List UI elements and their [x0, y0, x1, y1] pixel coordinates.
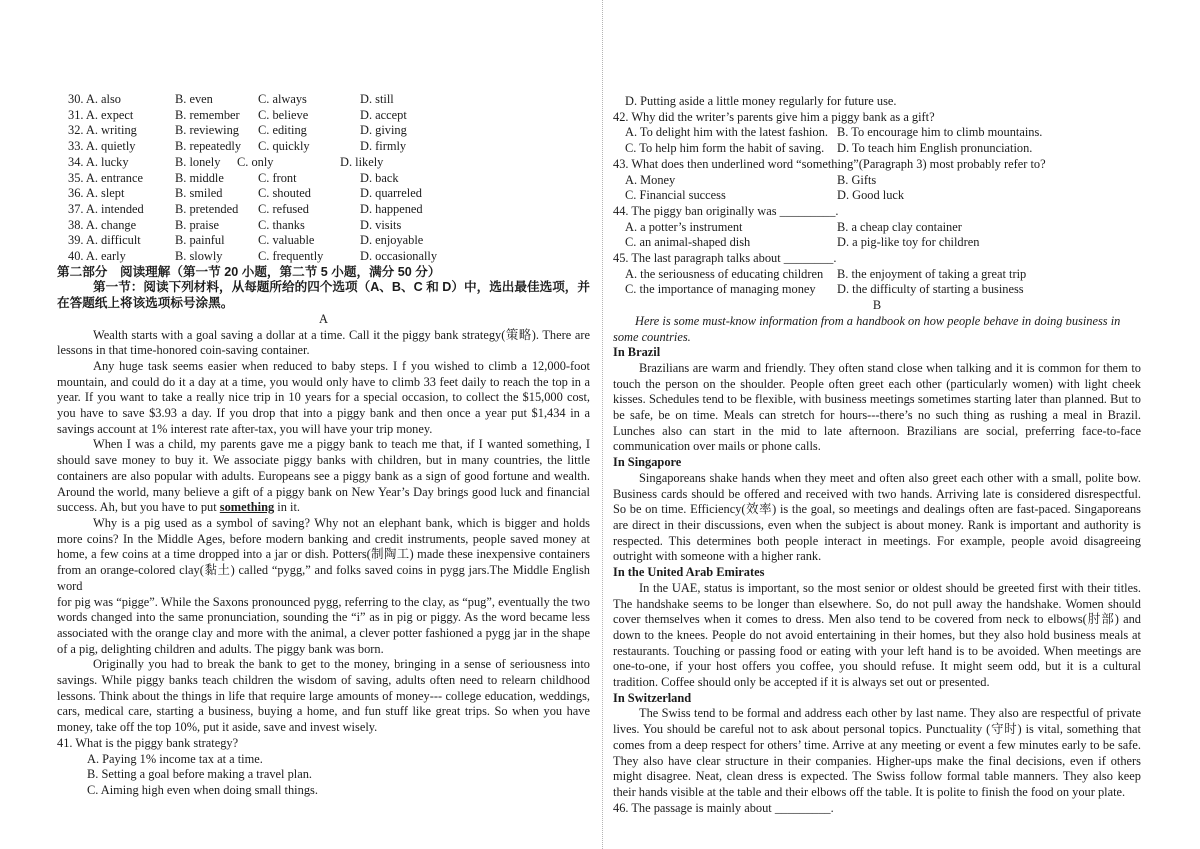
passage-b-intro: Here is some must-know information from a handbook on how people behave in doing business in some countries. [613, 313, 1121, 344]
passage-a-paragraph-2: Any huge task seems easier when reduced to baby steps. I f you wished to climb a 12,000-foot mountain, and could do it a day at a time, you would only have to climb 33 feet daily to reach the top in a year. If you want to take a really nice trip in 10 years for a special occasion, to collect the $15,000 cost, you have to save $3.93 a day. If you drop that into a piggy bank and then once a year put $1,434 in a savings account at 1% interest rate after-tax, you will have your trip money. [57, 358, 590, 436]
cloze-option: D. quarreled [360, 186, 422, 201]
question-45-option-b: B. the enjoyment of taking a great trip [837, 266, 1027, 281]
cloze-option: C. refused [258, 201, 309, 216]
cloze-option: B. remember [175, 107, 240, 122]
left-column [57, 92, 590, 799]
cloze-option: B. smiled [175, 186, 223, 201]
question-45-option-c: C. the importance of managing money [625, 282, 816, 297]
cloze-option: D. accept [360, 107, 407, 122]
question-44-option-c: C. an animal-shaped dish [625, 235, 751, 250]
cloze-option: D. happened [360, 201, 423, 216]
cloze-option: D. visits [360, 217, 402, 232]
question-45-option-d: D. the difficulty of starting a business [837, 282, 1024, 297]
question-44-options-row-1 [613, 220, 1141, 236]
question-43-options-row-1 [613, 173, 1141, 189]
cloze-option: D. still [360, 92, 394, 106]
cloze-option: C. front [258, 170, 297, 185]
passage-b-paragraph-switzerland: The Swiss tend to be formal and address each other by last name. They also are respectful of private lives. You should be careful not to ask about personal topics. Punctuality (守时) is vital, something that comes from a deep respect for others’ time. Arrive at any meeting or event a few minutes early to be safe. They also have clear structure in their companies. Higher-ups make the final decisions, even if others might disagree. Neat, clean dress is expected. The Swiss follow formal table manners. They also keep their hands visible at the table and their elbows off the table. It is polite to finish the food on your plate. [613, 706, 1141, 799]
question-44-options-row-2 [613, 235, 1141, 251]
part2-section-header: 第二部分 阅读理解（第一节 20 小题，第二节 5 小题，满分 50 分） [57, 264, 441, 279]
underlined-word-something: something [219, 500, 275, 515]
cloze-option: C. shouted [258, 186, 312, 201]
cloze-row-33 [57, 139, 590, 155]
cloze-option: D. back [360, 170, 399, 185]
cloze-option: 36. A. slept [68, 186, 125, 201]
question-42-option-a: A. To delight him with the latest fashion. [625, 125, 828, 140]
cloze-option: C. quickly [258, 139, 310, 154]
cloze-option: B. slowly [175, 249, 223, 264]
cloze-option: D. firmly [360, 139, 407, 154]
paragraph-text: When I was a child, my parents gave me a piggy bank to teach me that, if I wanted something, I should save money to buy it. We associate piggy banks with children, but in many countries, the little containers are also popular with adults. Europeans see a piggy bank as a sign of good fortune and wealth. Around the world, many believe a gift of a piggy bank on New Year’s Day brings good luck and financial success. Ah, but you have to put [57, 437, 590, 515]
cloze-option: D. likely [340, 154, 384, 169]
cloze-option: B. lonely [175, 154, 221, 169]
cloze-option: C. editing [258, 123, 307, 138]
question-43-option-a: A. Money [625, 172, 676, 187]
cloze-row-37 [57, 202, 590, 218]
paragraph-text: in it. [274, 500, 300, 515]
question-41-option-c: C. Aiming high even when doing small things. [87, 782, 318, 797]
cloze-row-38 [57, 218, 590, 234]
cloze-option: 32. A. writing [68, 123, 137, 138]
question-41-option-a: A. Paying 1% income tax at a time. [87, 751, 263, 766]
passage-a-paragraph-4-continued: for pig was “pigge”. While the Saxons pronounced pygg, referring to the clay, as “pug”, eventually the two words changed into the same pronunciation, sounding the “i” as in pig or piggy. As the word became less associated with the orange clay and more with the animal, a clever potter fashioned a pygg jar in the shape of a pig, delighting children and adults. The piggy bank was born. [57, 594, 590, 656]
passage-b-paragraph-brazil: Brazilians are warm and friendly. They often stand close when talking and it is common for them to touch the person on the shoulder. People often greet each other (particularly women) with light cheek kisses. Schedules tend to be flexible, with business meetings sometimes starting later than planned. But to be safe, be on time. Meals can stretch for hours---there’s no such thing as rushing a meal in Brazil. Lunches also can start in the mid to late afternoon. Brazilians are social, preferring face-to-face communication over mails or phone calls. [613, 360, 1141, 454]
cloze-option: D. giving [360, 123, 407, 138]
question-44-option-b: B. a cheap clay container [837, 219, 962, 234]
cloze-option: 37. A. intended [68, 201, 144, 216]
cloze-option: B. painful [175, 233, 225, 248]
question-42-stem: 42. Why did the writer’s parents give him a piggy bank as a gift? [613, 109, 935, 124]
passage-b-heading-brazil: In Brazil [613, 345, 661, 360]
cloze-option: C. valuable [258, 233, 315, 248]
question-42-option-d: D. To teach him English pronunciation. [837, 141, 1033, 156]
cloze-row-36 [57, 186, 590, 202]
question-45-options-row-2 [613, 282, 1141, 298]
cloze-row-31 [57, 108, 590, 124]
question-42-option-b: B. To encourage him to climb mountains. [837, 125, 1043, 140]
cloze-option: B. repeatedly [175, 139, 242, 154]
cloze-row-39 [57, 233, 590, 249]
cloze-option: C. always [258, 92, 307, 106]
cloze-option: C. thanks [258, 217, 305, 232]
question-43-option-b: B. Gifts [837, 172, 877, 187]
cloze-option: 33. A. quietly [68, 139, 136, 154]
cloze-option: C. believe [258, 107, 309, 122]
question-42-option-c: C. To help him form the habit of saving. [625, 141, 825, 156]
center-fold-dotted-line [602, 0, 603, 849]
question-41-option-b: B. Setting a goal before making a travel plan. [87, 767, 313, 782]
question-42-options-row-1 [613, 125, 1141, 141]
cloze-option: D. occasionally [360, 249, 438, 264]
section1-instructions: 第一节：阅读下列材料，从每题所给的四个选项（A、B、C 和 D）中，选出最佳选项，并在答题纸上将该选项标号涂黑。 [57, 280, 590, 311]
cloze-row-40 [57, 249, 590, 265]
cloze-option: B. even [175, 92, 213, 106]
cloze-option: 39. A. difficult [68, 233, 141, 248]
question-45-options-row-1 [613, 267, 1141, 283]
cloze-option: B. praise [175, 217, 220, 232]
cloze-option: 38. A. change [68, 217, 137, 232]
question-46-stem: 46. The passage is mainly about _________. [613, 800, 834, 815]
passage-a-paragraph-1: Wealth starts with a goal saving a dollar at a time. Call it the piggy bank strategy(策略). There are lessons in that time-honored coin-saving container. [57, 327, 590, 358]
cloze-row-34 [57, 155, 590, 171]
passage-a-paragraph-3 [57, 437, 590, 516]
right-column [613, 94, 1141, 816]
cloze-option: 34. A. lucky [68, 154, 129, 169]
passage-a-label: A [319, 311, 328, 326]
cloze-row-30 [57, 92, 590, 108]
cloze-row-32 [57, 123, 590, 139]
passage-b-heading-uae: In the United Arab Emirates [613, 565, 765, 580]
cloze-option: C. only [237, 154, 274, 169]
question-41-stem: 41. What is the piggy bank strategy? [57, 735, 239, 750]
question-43-option-d: D. Good luck [837, 188, 905, 203]
question-41-option-d: D. Putting aside a little money regularly for future use. [625, 94, 897, 108]
cloze-option: D. enjoyable [360, 233, 424, 248]
passage-b-label: B [872, 298, 882, 313]
cloze-option: 40. A. early [68, 249, 126, 264]
passage-b-heading-switzerland: In Switzerland [613, 690, 692, 705]
question-43-option-c: C. Financial success [625, 188, 726, 203]
passage-b-paragraph-singapore: Singaporeans shake hands when they meet and often also greet each other with a small, polite bow. Business cards should be offered and received with two hands. Arriving late is considered disrespectful. So be on time. Efficiency(效率) is the goal, so meetings and dealings often are fast-paced. Singaporeans are direct in their discussions, even when the subject is about money. Rank is important and authority is respected. This determines both people interact in meetings. For example, people avoid disagreeing outright with someone with a higher rank. [613, 470, 1141, 564]
cloze-row-35 [57, 171, 590, 187]
question-42-options-row-2 [613, 141, 1141, 157]
question-43-options-row-2 [613, 188, 1141, 204]
question-44-stem: 44. The piggy ban originally was _________. [613, 203, 839, 218]
passage-a-paragraph-4: Why is a pig used as a symbol of saving? Why not an elephant bank, which is bigger and holds more coins? In the Middle Ages, before modern banking and credit instruments, people saved money at home, a few coins at a time dropped into a jar or dish. Potters(制陶工) made these inexpensive containers from an orange-colored clay(黏土) called “pygg,” and folks saved coins in pygg jars.The Middle English word [57, 515, 590, 593]
question-45-option-a: A. the seriousness of educating children [625, 266, 824, 281]
cloze-option: C. frequently [258, 249, 324, 264]
cloze-option: 35. A. entrance [68, 170, 144, 185]
question-44-option-a: A. a potter’s instrument [625, 219, 743, 234]
question-45-stem: 45. The last paragraph talks about ________. [613, 251, 837, 266]
question-43-stem: 43. What does then underlined word “something”(Paragraph 3) most probably refer to? [613, 156, 1046, 171]
question-44-option-d: D. a pig-like toy for children [837, 235, 980, 250]
cloze-option: B. middle [175, 170, 224, 185]
cloze-option: 31. A. expect [68, 107, 134, 122]
passage-b-paragraph-uae: In the UAE, status is important, so the most senior or oldest should be greeted first with their titles. The handshake seems to be longer than elsewhere. So, do not pull away the handshake. Women should cover themselves when it comes to dress. Men also tend to be covered from neck to elbows(肘部) and down to the knees. People do not avoid entertaining in their homes, but they also hold business meals at restaurants. Touching or passing food or eating with your left hand is to be avoided. When meetings are one-to-one, if your host offers you coffee, you should refuse. It might seem odd, but it is a cultural tradition. Coffee should only be accepted if it is always set out or presented. [613, 580, 1141, 690]
passage-b-heading-singapore: In Singapore [613, 455, 682, 470]
cloze-option: B. reviewing [175, 123, 240, 138]
cloze-option: 30. A. also [68, 92, 122, 106]
passage-a-paragraph-5: Originally you had to break the bank to get to the money, bringing in a sense of seriousness into savings. While piggy banks teach children the wisdom of saving, adults often need to relearn childhood lessons. Think about the things in life that require large amounts of money--- college education, weddings, cars, medical care, starting a business, buying a home, and fun stuff like great trips. So when you have money, take off the top 10%, put it aside, save and invest wisely. [57, 657, 590, 735]
cloze-option: B. pretended [175, 201, 239, 216]
